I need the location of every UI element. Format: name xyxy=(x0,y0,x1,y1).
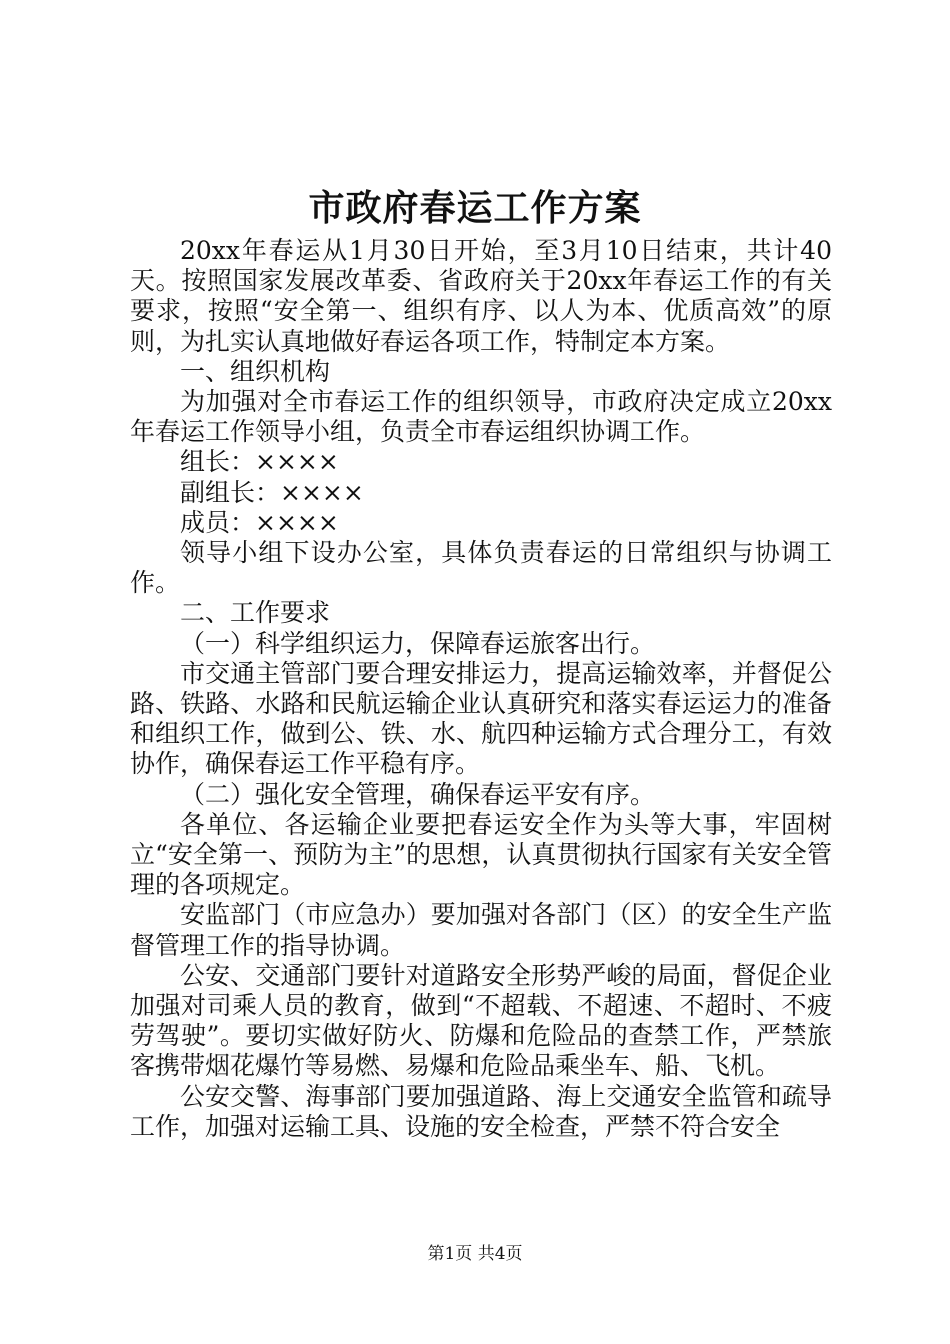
paragraph-transport-capacity: 市交通主管部门要合理安排运力，提高运输效率，并督促公路、铁路、水路和民航运输企业认真研究和落实春运运力的准备和组织工作，做到公、铁、水、航四种运输方式合理分工，有效协作，确保春运工作平稳有序。 xyxy=(130,658,832,779)
paragraph-members: 成员：×××× xyxy=(180,507,339,537)
section-heading-requirements: 二、工作要求 xyxy=(180,598,331,628)
paragraph-office: 领导小组下设办公室，具体负责春运的日常组织与协调工作。 xyxy=(130,538,832,598)
paragraph-leadership-group: 为加强对全市春运工作的组织领导，市政府决定成立20xx年春运工作领导小组，负责全市春运组织协调工作。 xyxy=(130,387,832,447)
paragraph-safety-supervision: 安监部门（市应急办）要加强对各部门（区）的安全生产监督管理工作的指导协调。 xyxy=(130,900,832,960)
paragraph-road-safety: 公安、交通部门要针对道路安全形势严峻的局面，督促企业加强对司乘人员的教育，做到“不超载、不超速、不超时、不疲劳驾驶”。要切实做好防火、防爆和危险品的查禁工作，严禁旅客携带烟花爆竹等易燃、易爆和危险品乘坐车、船、飞机。 xyxy=(130,960,832,1081)
document-body xyxy=(130,236,832,1142)
paragraph-deputy-leader: 副组长：×××× xyxy=(180,477,364,507)
paragraph-intro: 20xx年春运从1月30日开始，至3月10日结束，共计40天。按照国家发展改革委、省政府关于20xx年春运工作的有关要求，按照“安全第一、组织有序、以人为本、优质高效”的原则，为扎实认真地做好春运各项工作，特制定本方案。 xyxy=(130,236,832,356)
paragraph-traffic-maritime: 公安交警、海事部门要加强道路、海上交通安全监管和疏导工作，加强对运输工具、设施的安全检查，严禁不符合安全 xyxy=(130,1081,832,1141)
paragraph-safety-priority: 各单位、各运输企业要把春运安全作为头等大事，牢固树立“安全第一、预防为主”的思想，认真贯彻执行国家有关安全管理的各项规定。 xyxy=(130,809,832,900)
subheading-transport-capacity: （一）科学组织运力，保障春运旅客出行。 xyxy=(180,628,656,658)
paragraph-group-leader: 组长：×××× xyxy=(180,447,339,477)
section-heading-organization: 一、组织机构 xyxy=(180,356,331,386)
document-title: 市政府春运工作方案 xyxy=(308,187,642,229)
subheading-safety-management: （二）强化安全管理，确保春运平安有序。 xyxy=(180,779,656,809)
page-footer: 第1页 共4页 xyxy=(427,1244,523,1264)
